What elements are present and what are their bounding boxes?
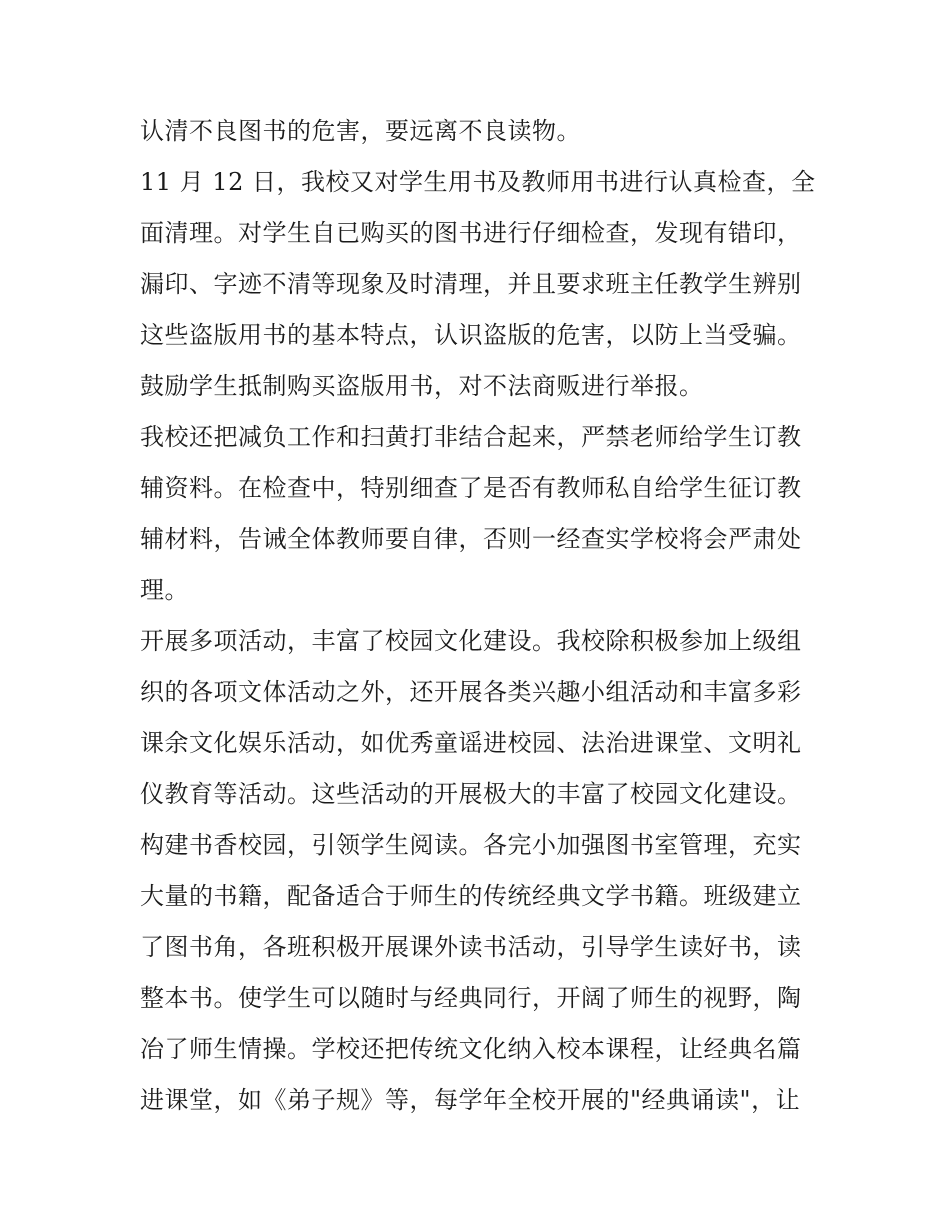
text-line: 进课堂，如《弟子规》等，每学年全校开展的"经典诵读"，让 <box>140 1086 801 1114</box>
text-line: 织的各项文体活动之外，还开展各类兴趣小组活动和丰富多彩 <box>140 678 802 706</box>
text-line: 理。 <box>140 576 189 604</box>
text-line: 冶了师生情操。学校还把传统文化纳入校本课程，让经典名篇 <box>140 1035 802 1063</box>
text-line: 辅资料。在检查中，特别细查了是否有教师私自给学生征订教 <box>140 474 802 502</box>
text-line: 仪教育等活动。这些活动的开展极大的丰富了校园文化建设。 <box>140 780 802 808</box>
text-line: 认清不良图书的危害，要远离不良读物。 <box>140 117 581 145</box>
text-line: 课余文化娱乐活动，如优秀童谣进校园、法治进课堂、文明礼 <box>140 729 802 757</box>
text-line: 鼓励学生抵制购买盗版用书，对不法商贩进行举报。 <box>140 372 704 400</box>
text-line: 开展多项活动，丰富了校园文化建设。我校除积极参加上级组 <box>140 627 802 655</box>
document-body <box>140 106 820 1126</box>
text-line: 我校还把减负工作和扫黄打非结合起来，严禁老师给学生订教 <box>140 423 802 451</box>
text-line: 面清理。对学生自已购买的图书进行仔细检查，发现有错印， <box>140 219 802 247</box>
text-line: 整本书。使学生可以随时与经典同行，开阔了师生的视野，陶 <box>140 984 802 1012</box>
text-line: 大量的书籍，配备适合于师生的传统经典文学书籍。班级建立 <box>140 882 802 910</box>
text-line: 这些盗版用书的基本特点，认识盗版的危害，以防上当受骗。 <box>140 321 802 349</box>
text-line: 构建书香校园，引领学生阅读。各完小加强图书室管理，充实 <box>140 831 802 859</box>
text-line: 漏印、字迹不清等现象及时清理，并且要求班主任教学生辨别 <box>140 270 802 298</box>
text-line: 辅材料，告诫全体教师要自律，否则一经查实学校将会严肃处 <box>140 525 802 553</box>
text-line: 了图书角，各班积极开展课外读书活动，引导学生读好书，读 <box>140 933 802 961</box>
text-line: 11 月 12 日，我校又对学生用书及教师用书进行认真检查，全 <box>140 168 816 196</box>
